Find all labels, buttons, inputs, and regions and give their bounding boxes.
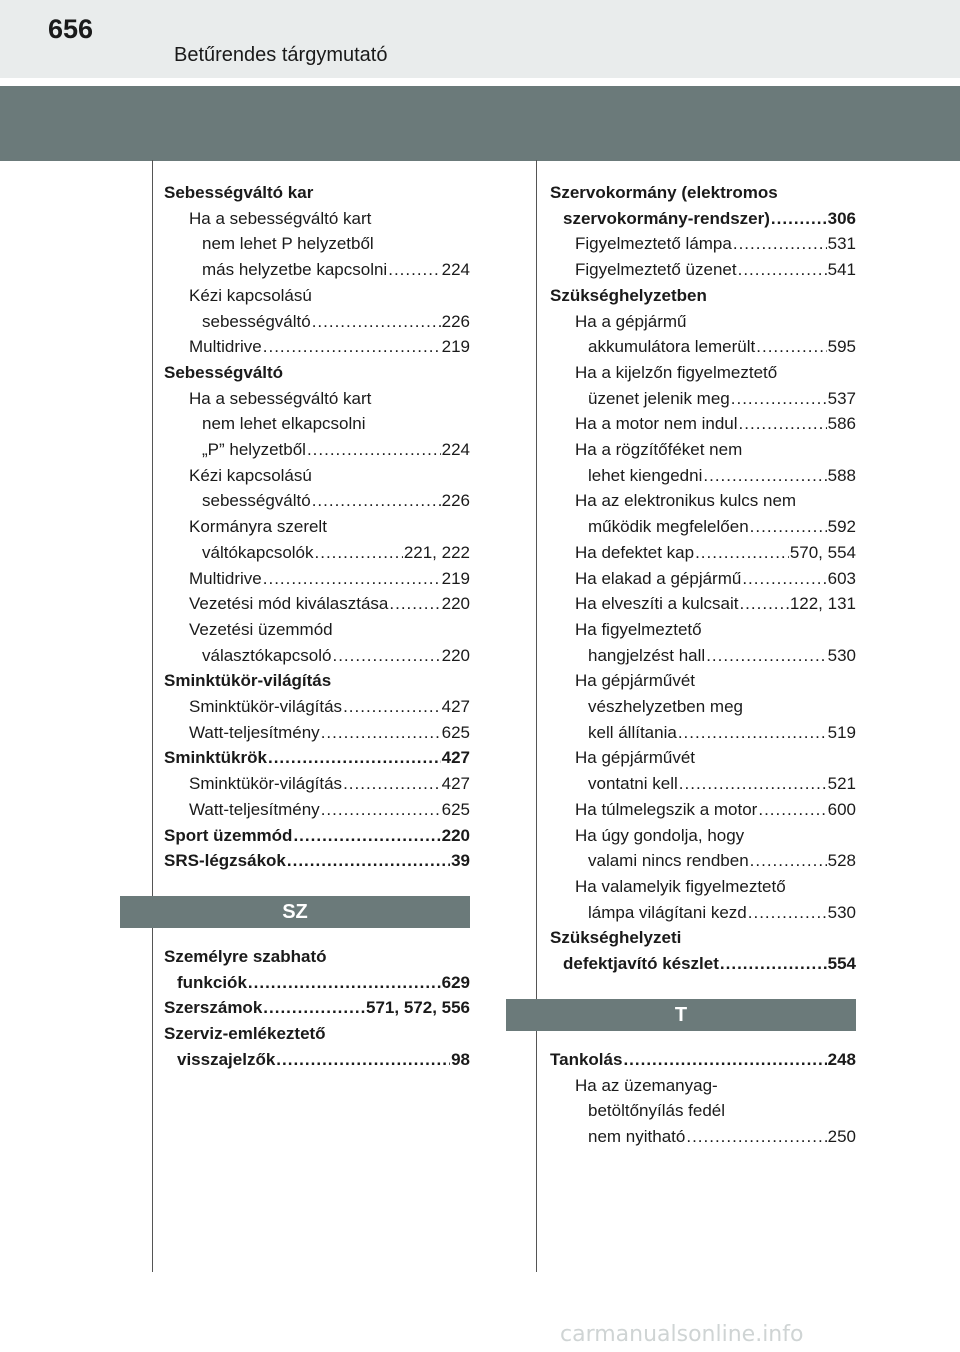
entry-text: sebességváltó (202, 491, 311, 511)
entry-text: sebességváltó (202, 311, 311, 331)
index-entry (550, 257, 856, 283)
index-entry (550, 1047, 856, 1073)
dot-leader (678, 720, 827, 746)
index-entry (164, 540, 470, 566)
index-entry (550, 848, 856, 874)
index-entry (164, 823, 470, 849)
entry-text: nem lehet P helyzetből (202, 234, 374, 254)
index-entry (164, 206, 470, 232)
dot-leader (750, 848, 827, 874)
dot-leader (343, 771, 441, 797)
index-entry (550, 1073, 856, 1099)
index-entry (164, 488, 470, 514)
dot-leader (248, 970, 441, 996)
page-reference: 519 (827, 722, 856, 742)
dot-leader (771, 206, 827, 232)
index-entry (550, 951, 856, 977)
index-entry (550, 540, 856, 566)
dot-leader (293, 823, 440, 849)
index-entry (550, 411, 856, 437)
index-entry (164, 437, 470, 463)
index-entry (164, 514, 470, 540)
index-entry (164, 643, 470, 669)
index-column-right (550, 180, 856, 1150)
entry-text: Figyelmeztető lámpa (575, 234, 732, 254)
entry-text: Vezetési mód kiválasztása (189, 594, 389, 614)
dot-leader (389, 591, 440, 617)
index-entry (550, 694, 856, 720)
page-reference: 528 (827, 851, 856, 871)
header-bar (0, 86, 960, 161)
dot-leader (312, 488, 441, 514)
page-reference: 39 (451, 851, 470, 871)
page-reference: 625 (441, 722, 470, 742)
entry-text: választókapcsoló (202, 645, 332, 665)
index-entry (550, 283, 856, 309)
page-reference: 595 (827, 337, 856, 357)
page-title: Betűrendes tárgymutató (174, 44, 388, 66)
index-entry (550, 823, 856, 849)
entry-text: Ha a sebességváltó kart (189, 208, 372, 228)
page-reference: 224 (441, 440, 470, 460)
index-entry (164, 231, 470, 257)
page-reference: 220 (441, 825, 470, 845)
page-reference: 530 (827, 902, 856, 922)
dot-leader (343, 694, 441, 720)
index-entry (164, 694, 470, 720)
page-reference: 603 (827, 568, 856, 588)
entry-text: Sminktükör-világítás (164, 671, 332, 691)
index-entry (164, 848, 470, 874)
page-reference: 625 (441, 799, 470, 819)
entry-text: Kézi kapcsolású (189, 465, 312, 485)
index-entry (164, 617, 470, 643)
dot-leader (748, 900, 827, 926)
entry-text: lehet kiengedni (588, 465, 703, 485)
index-entry (550, 309, 856, 335)
page-reference: 521 (827, 774, 856, 794)
index-entry (550, 180, 856, 206)
page-reference: 220 (441, 594, 470, 614)
page-reference: 226 (441, 491, 470, 511)
entry-text: Ha a gépjármű (575, 311, 687, 331)
entry-text: Sebességváltó (164, 362, 284, 382)
page-reference: 554 (827, 954, 856, 974)
page-reference: 537 (827, 388, 856, 408)
page-reference: 219 (441, 337, 470, 357)
entry-text: hangjelzést hall (588, 645, 706, 665)
page-reference: 588 (827, 465, 856, 485)
entry-text: Ha a rögzítőféket nem (575, 440, 743, 460)
page-reference: 531 (827, 234, 856, 254)
watermark: carmanualsonline.info (560, 1322, 804, 1347)
index-entry (550, 566, 856, 592)
index-entry (164, 386, 470, 412)
index-entry (164, 668, 470, 694)
dot-leader (731, 386, 827, 412)
index-entry (550, 771, 856, 797)
entry-text: váltókapcsolók (202, 542, 314, 562)
index-entry (164, 180, 470, 206)
index-entry (550, 463, 856, 489)
index-entry (550, 643, 856, 669)
page-reference: 221, 222 (403, 542, 470, 562)
index-entry (164, 591, 470, 617)
entry-text: Watt-teljesítmény (189, 799, 320, 819)
page-reference: 427 (441, 697, 470, 717)
dot-leader (315, 540, 403, 566)
section-header: T (506, 999, 856, 1031)
page-reference: 600 (827, 799, 856, 819)
column-divider-left (152, 160, 153, 1272)
index-entry (550, 514, 856, 540)
page-reference: 427 (441, 774, 470, 794)
index-entry (550, 334, 856, 360)
entry-text: Ha a sebességváltó kart (189, 388, 372, 408)
entry-text: funkciók (177, 972, 247, 992)
page-reference: 427 (441, 748, 470, 768)
index-entry (164, 334, 470, 360)
dot-leader (738, 257, 827, 283)
index-entry (550, 488, 856, 514)
index-entry (164, 566, 470, 592)
entry-text: kell állítania (588, 722, 677, 742)
entry-text: nem nyitható (588, 1126, 686, 1146)
index-entry (164, 309, 470, 335)
page-reference: 586 (827, 414, 856, 434)
dot-leader (756, 334, 826, 360)
index-entry (164, 411, 470, 437)
entry-text: szervokormány-rendszer) (563, 208, 770, 228)
section-header: SZ (120, 896, 470, 928)
index-entry (550, 745, 856, 771)
dot-leader (276, 1047, 450, 1073)
index-entry (550, 668, 856, 694)
dot-leader (739, 411, 827, 437)
entry-text: Sminktükör-világítás (189, 774, 343, 794)
dot-leader (742, 566, 826, 592)
page-reference: 98 (451, 1049, 470, 1069)
index-entry (164, 745, 470, 771)
page-reference: 541 (827, 260, 856, 280)
dot-leader (321, 720, 441, 746)
index-entry (550, 874, 856, 900)
page-reference: 629 (441, 972, 470, 992)
header-band (0, 0, 960, 78)
entry-text: lámpa világítani kezd (588, 902, 747, 922)
entry-text: Sminktükrök (164, 748, 267, 768)
entry-text: SRS-légzsákok (164, 851, 286, 871)
entry-text: Szerszámok (164, 998, 263, 1018)
entry-text: Ha gépjárművét (575, 748, 696, 768)
entry-text: Figyelmeztető üzenet (575, 260, 737, 280)
entry-text: Ha a kijelzőn figyelmeztető (575, 362, 778, 382)
index-entry (164, 970, 470, 996)
index-entry (164, 995, 470, 1021)
dot-leader (388, 257, 440, 283)
index-entry (164, 257, 470, 283)
index-entry (164, 463, 470, 489)
entry-text: Watt-teljesítmény (189, 722, 320, 742)
page-reference: 570, 554 (789, 542, 856, 562)
dot-leader (307, 437, 441, 463)
index-entry (550, 360, 856, 386)
dot-leader (706, 643, 826, 669)
index-entry (550, 437, 856, 463)
entry-text: Ha elakad a gépjármű (575, 568, 742, 588)
dot-leader (268, 745, 441, 771)
index-entry (550, 386, 856, 412)
index-entry (164, 771, 470, 797)
entry-text: Multidrive (189, 337, 262, 357)
page-reference: 224 (441, 260, 470, 280)
index-entry (164, 944, 470, 970)
entry-text: valami nincs rendben (588, 851, 749, 871)
entry-text: más helyzetbe kapcsolni (202, 260, 388, 280)
entry-text: vontatni kell (588, 774, 678, 794)
entry-text: Multidrive (189, 568, 262, 588)
dot-leader (695, 540, 789, 566)
dot-leader (720, 951, 827, 977)
dot-leader (686, 1124, 826, 1150)
entry-text: akkumulátora lemerült (588, 337, 756, 357)
entry-text: vészhelyzetben meg (588, 697, 743, 717)
entry-text: Kézi kapcsolású (189, 285, 312, 305)
page-reference: 220 (441, 645, 470, 665)
entry-text: Ha figyelmeztető (575, 619, 702, 639)
entry-text: Szükséghelyzetben (550, 285, 707, 305)
entry-text: Vezetési üzemmód (189, 619, 333, 639)
entry-text: Ha valamelyik figyelmeztető (575, 876, 786, 896)
dot-leader (263, 334, 441, 360)
page-reference: 592 (827, 517, 856, 537)
dot-leader (263, 566, 441, 592)
dot-leader (703, 463, 826, 489)
page-reference: 219 (441, 568, 470, 588)
index-entry (164, 1021, 470, 1047)
entry-text: Ha elveszíti a kulcsait (575, 594, 739, 614)
column-divider-right (536, 160, 537, 1272)
dot-leader (739, 591, 788, 617)
index-entry (164, 720, 470, 746)
page-reference: 226 (441, 311, 470, 331)
index-entry (164, 360, 470, 386)
dot-leader (321, 797, 441, 823)
dot-leader (758, 797, 826, 823)
dot-leader (733, 231, 827, 257)
entry-text: betöltőnyílás fedél (588, 1101, 726, 1121)
index-entry (550, 797, 856, 823)
page-reference: 571, 572, 556 (366, 998, 470, 1018)
index-entry (550, 925, 856, 951)
index-entry (550, 231, 856, 257)
entry-text: Sminktükör-világítás (189, 697, 343, 717)
dot-leader (679, 771, 827, 797)
dot-leader (312, 309, 441, 335)
index-column-left (164, 180, 470, 1073)
page-reference: 122, 131 (789, 594, 856, 614)
entry-text: Szervokormány (elektromos (550, 183, 778, 202)
page-number: 656 (48, 14, 94, 44)
page-reference: 250 (827, 1126, 856, 1146)
index-entry (550, 206, 856, 232)
dot-leader (263, 995, 365, 1021)
page-reference: 248 (827, 1049, 856, 1069)
entry-text: nem lehet elkapcsolni (202, 414, 366, 434)
entry-text: Ha a motor nem indul (575, 414, 738, 434)
dot-leader (287, 848, 450, 874)
entry-text: Ha defektet kap (575, 542, 695, 562)
entry-text: Szükséghelyzeti (550, 928, 682, 948)
entry-text: Szerviz-emlékeztető (164, 1024, 326, 1044)
index-entry (550, 617, 856, 643)
page-reference: 306 (827, 208, 856, 228)
entry-text: visszajelzők (177, 1049, 276, 1069)
index-entry (550, 1124, 856, 1150)
entry-text: Ha gépjárművét (575, 671, 696, 691)
entry-text: Sebességváltó kar (164, 183, 314, 202)
entry-text: Sport üzemmód (164, 825, 293, 845)
dot-leader (623, 1047, 826, 1073)
index-entry (550, 720, 856, 746)
entry-text: Kormányra szerelt (189, 517, 327, 537)
entry-text: Tankolás (550, 1049, 623, 1069)
entry-text: Személyre szabható (164, 946, 327, 966)
index-entry (164, 797, 470, 823)
entry-text: Ha úgy gondolja, hogy (575, 825, 745, 845)
page-reference: 530 (827, 645, 856, 665)
entry-text: Ha az üzemanyag- (575, 1075, 718, 1095)
dot-leader (332, 643, 440, 669)
index-entry (550, 591, 856, 617)
dot-leader (750, 514, 827, 540)
entry-text: Ha túlmelegszik a motor (575, 799, 758, 819)
index-entry (164, 1047, 470, 1073)
entry-text: Ha az elektronikus kulcs nem (575, 491, 797, 511)
index-entry (550, 900, 856, 926)
entry-text: működik megfelelően (588, 517, 749, 537)
entry-text: „P” helyzetből (202, 440, 306, 460)
index-entry (164, 283, 470, 309)
index-entry (550, 1098, 856, 1124)
entry-text: üzenet jelenik meg (588, 388, 730, 408)
entry-text: defektjavító készlet (563, 954, 719, 974)
